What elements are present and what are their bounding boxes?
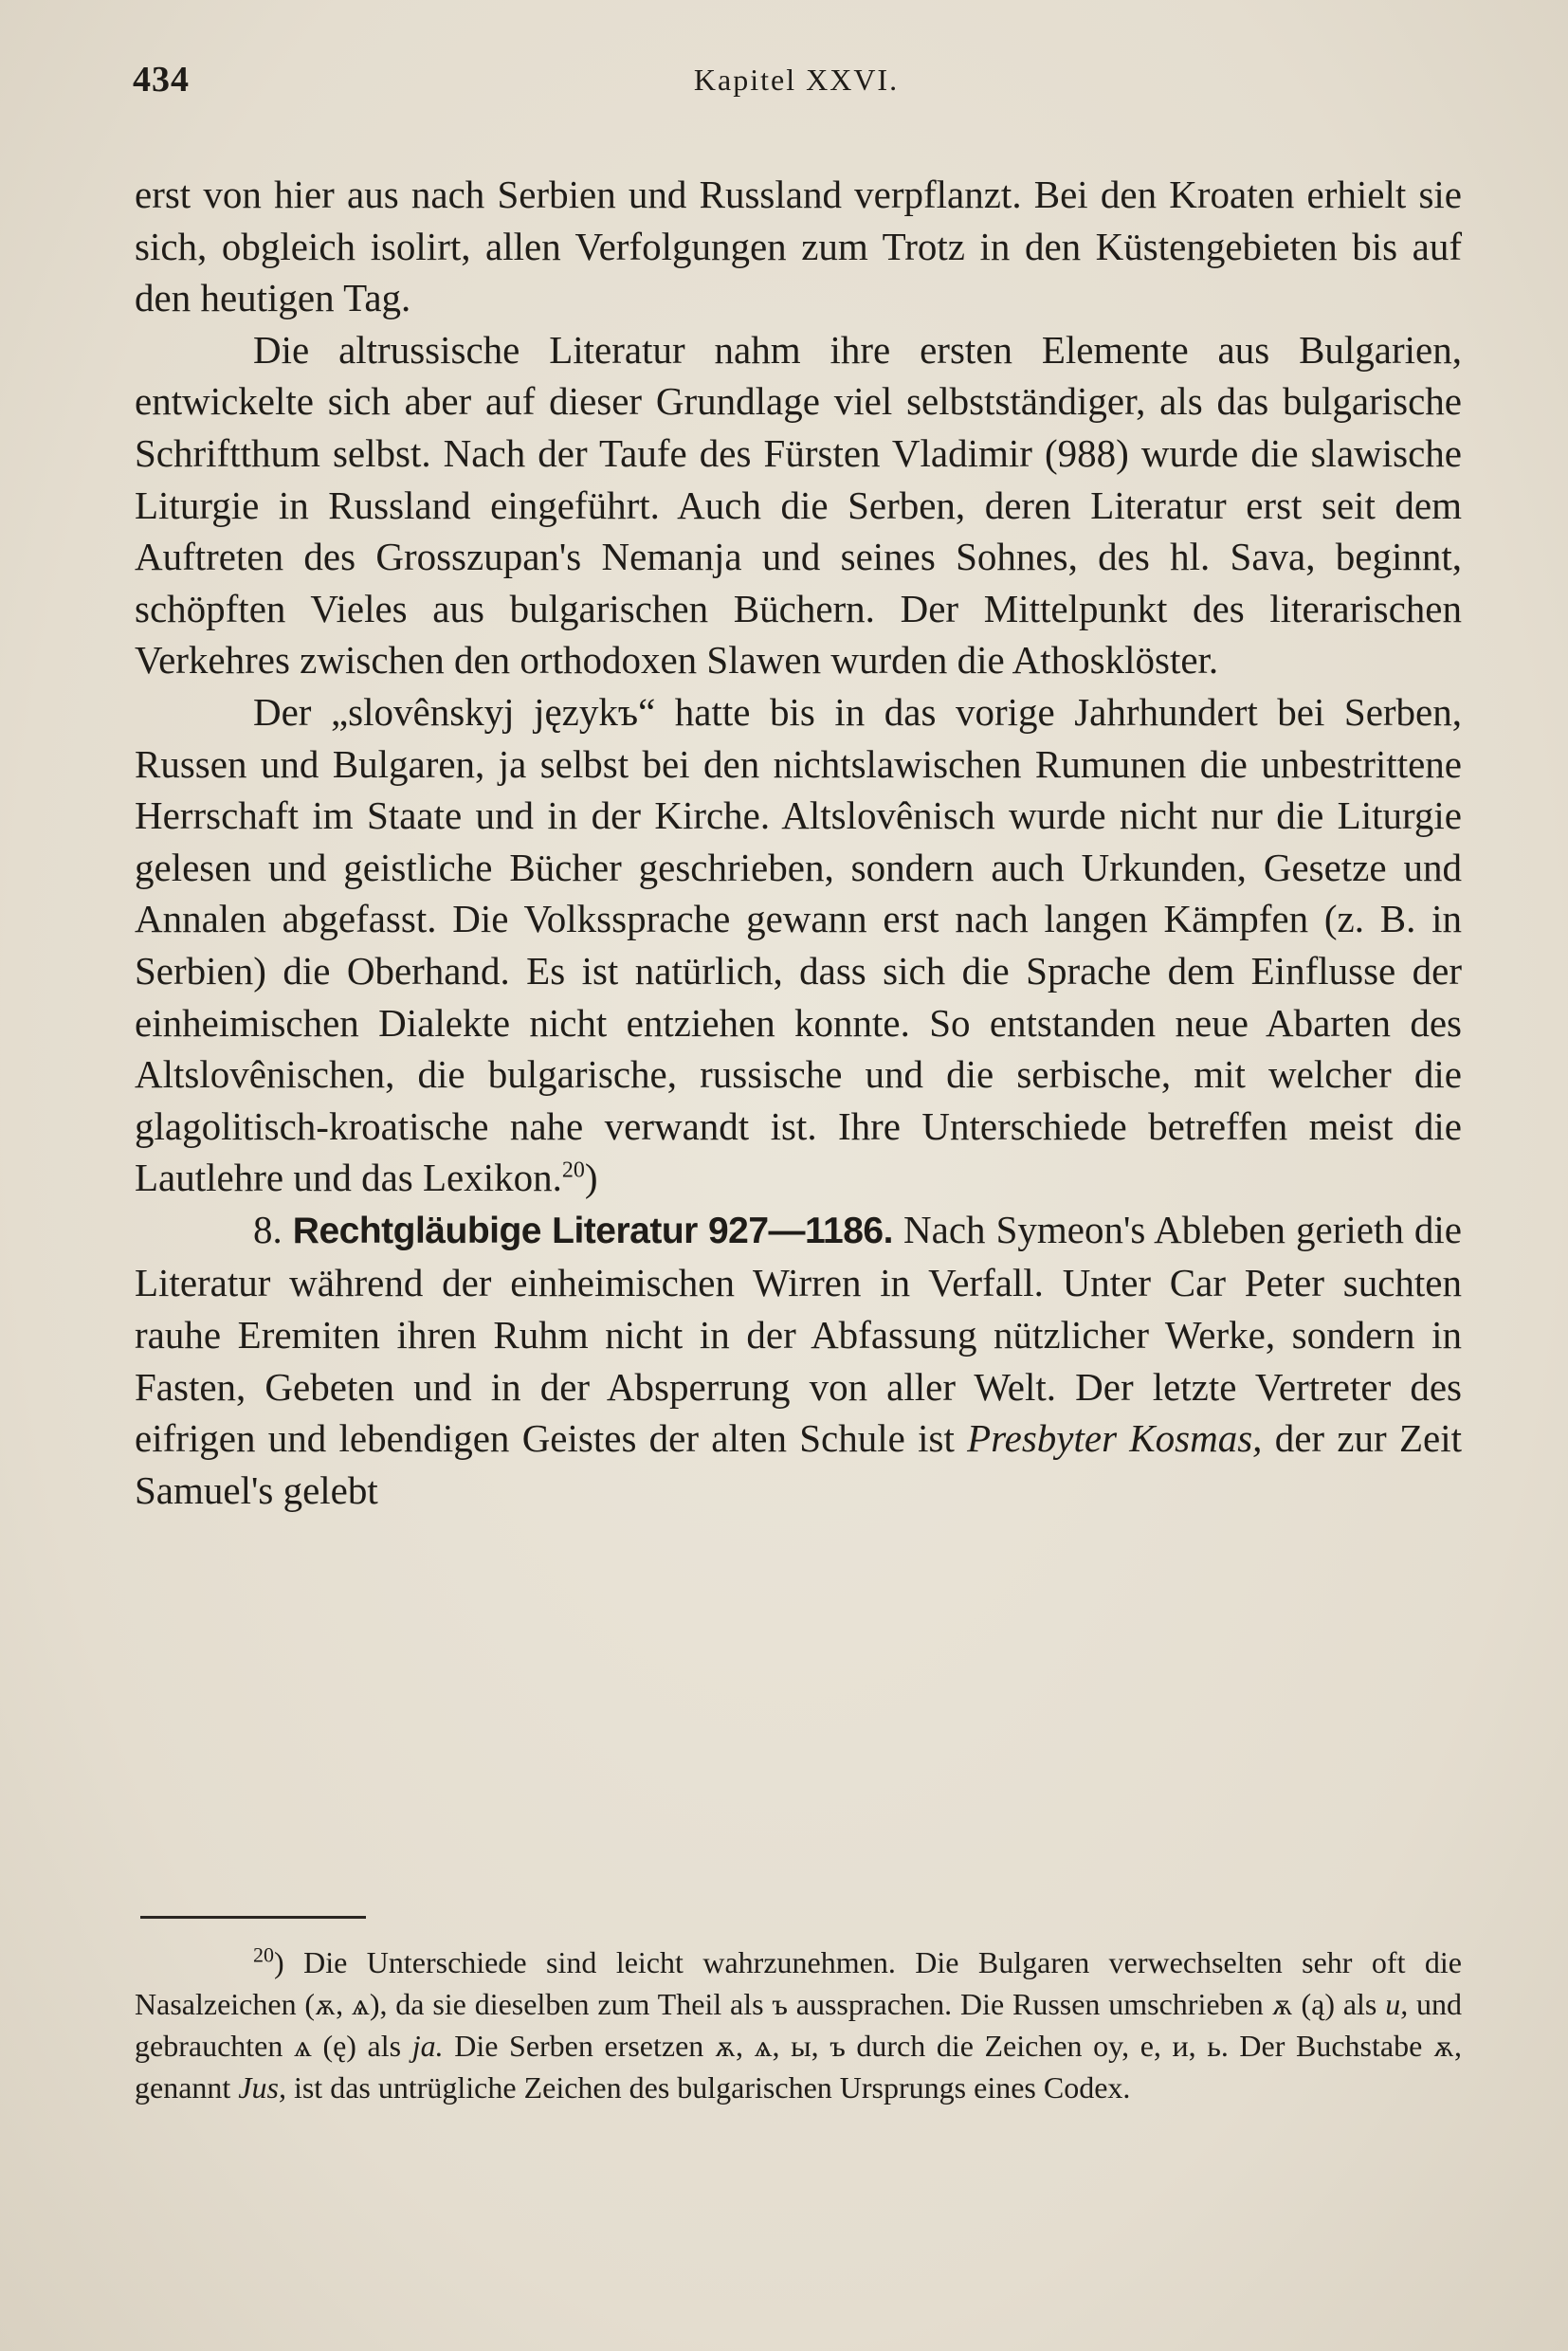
page-number: 434 (133, 60, 190, 100)
section-heading: Rechtgläubige Literatur 927—1186. (292, 1210, 893, 1251)
paragraph-3-text: Der „slovênskyj językъ“ hatte bis in das vorige Jahrhundert bei Serben, Russen und Bulgaren, ja selbst bei den nichtslawischen Rumunen die unbestrittene Herrschaft im Staate und in der Kirche. Altslovênisch wurde nicht nur die Liturgie gelesen und geistliche Bücher geschrieben, sondern auch Urkunden, Gesetze und Annalen abgefasst. Die Volkssprache gewann erst nach langen Kämpfen (z. B. in Serbien) die Oberhand. Es ist natürlich, dass sich die Sprache dem Einflusse der einheimischen Dialekte nicht entziehen konnte. So entstanden neue Abarten des Altslovênischen, die bulgarische, russische und die serbische, mit welcher die glagolitisch-kroatische nahe verwandt ist. Ihre Unterschiede betreffen meist die Lautlehre und das Lexikon. (135, 689, 1462, 1200)
footnote-reference-paren: ) (584, 1156, 598, 1200)
paragraph-2: Die altrussische Literatur nahm ihre ersten Elemente aus Bulgarien, entwickelte sich aber auf dieser Grundlage viel selbstständiger, als das bulgarische Schriftthum selbst. Nach der Taufe des Fürsten Vladimir (988) wurde die slawische Liturgie in Russland eingeführt. Auch die Serben, deren Literatur erst seit dem Auftreten des Grosszupan's Nemanja und seines Sohnes, des hl. Sava, beginnt, schöpften Vieles aus bulgarischen Büchern. Der Mittelpunkt des literarischen Verkehres zwischen den orthodoxen Slawen wurden die Athosklöster. (135, 327, 1462, 683)
chapter-title: Kapitel XXVI. (693, 63, 900, 97)
footnote-reference: 20 (561, 1157, 585, 1183)
footnote-number: 20 (253, 1942, 274, 1967)
footnote-text-g: ist das untrügliche Zeichen des bulgarischen Ursprungs eines Codex. (293, 2070, 1131, 2105)
footnote-20 (135, 1941, 1462, 2108)
footnote-text-e: Die Serben ersetzen ѫ, ѧ, ы, ъ durch die Zeichen oy, e, и, ь. Der Buchstabe ѫ, genannt (135, 2029, 1463, 2105)
footnote-text-a: ) Die Unterschiede sind leicht wahrzunehmen. Die Bulgaren verwechselten sehr oft die Nasalzeichen (ѫ, ѧ), da sie dieselben zum Theil als ъ aussprachen. Die Russen umschrieben ѫ (ą) als (135, 1945, 1462, 2021)
footnote-emph-ja: ja. (411, 2029, 444, 2063)
footnote-text-c: und gebrauchten ѧ (ę) als (135, 1987, 1463, 2063)
paragraph-3 (135, 686, 1462, 1204)
footnote-emph-u: u, (1385, 1987, 1409, 2021)
footnote-emph-jus: Jus, (238, 2070, 286, 2105)
running-head (133, 59, 1460, 116)
section-number: 8. (253, 1207, 283, 1251)
paragraph-4 (135, 1204, 1462, 1517)
footnote-separator (140, 1916, 366, 1919)
main-text (135, 169, 1462, 1516)
emphasized-name: Presbyter Kosmas, (967, 1416, 1263, 1461)
paragraph-4-text-b: der zur Zeit Samuel's gelebt (135, 1416, 1463, 1512)
footnotes (135, 1941, 1462, 2108)
paragraph-4-text-a: Nach Symeon's Ableben gerieth die Literatur während der einheimischen Wirren in Verfall. Unter Car Peter suchten rauhe Eremiten ihren Ruhm nicht in der Abfassung nützlicher Werke, sondern in Fasten, Gebeten und in der Absperrung von aller Welt. Der letzte Vertreter des eifrigen und lebendigen Geistes der alten Schule ist (135, 1207, 1462, 1461)
paragraph-1: erst von hier aus nach Serbien und Russland verpflanzt. Bei den Kroaten erhielt sie sich, obgleich isolirt, allen Verfolgungen zum Trotz in den Küstengebieten bis auf den heutigen Tag. (135, 173, 1462, 320)
